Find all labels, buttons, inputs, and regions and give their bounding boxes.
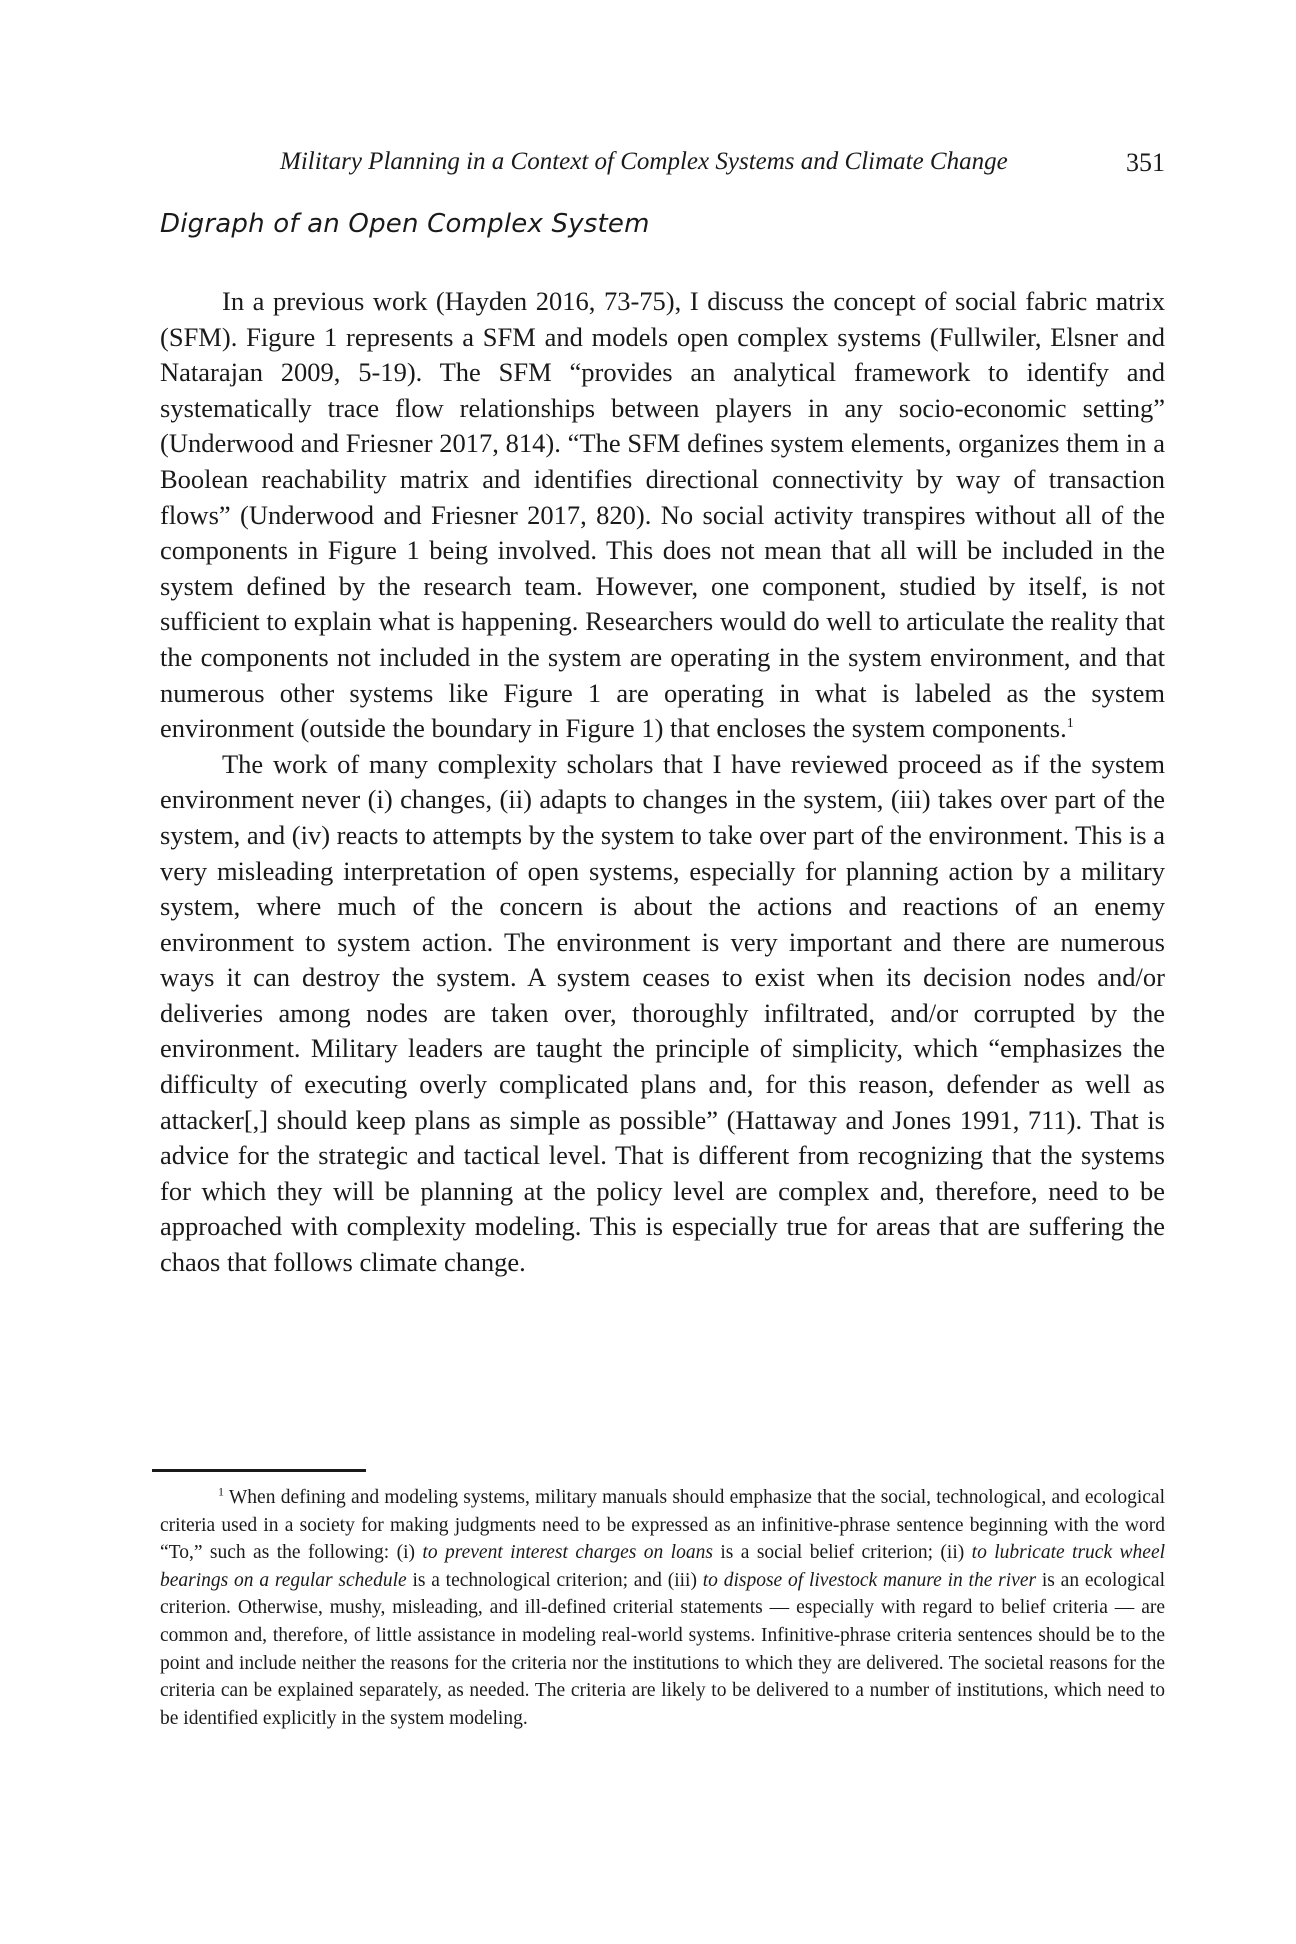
footnote-example-3: to dispose of livestock manure in the river bbox=[702, 1569, 1037, 1591]
page-number: 351 bbox=[1126, 148, 1165, 177]
section-heading: Digraph of an Open Complex System bbox=[160, 209, 650, 239]
footnote-example-2: to lubricate truck wheel bearings on a regular schedule bbox=[160, 1542, 1166, 1591]
footnote-text-3: is a technological criterion; and (iii) bbox=[406, 1569, 703, 1591]
running-header bbox=[160, 148, 1165, 188]
footnote-reference: 1 bbox=[1066, 716, 1074, 732]
footnote-separator bbox=[152, 1469, 366, 1472]
footnote-text-2: is a social belief criterion; (ii) bbox=[712, 1542, 972, 1564]
running-title: Military Planning in a Context of Complex Systems and Climate Change bbox=[280, 148, 1008, 175]
paragraph-2-text: The work of many complexity scholars that I have reviewed proceed as if the system environment never (i) changes, (ii) adapts to changes in the system, (iii) takes over part of the system, and (iv) reacts to attempts by the system to take over part of the environment. This is a very misleading interpretation of open systems, especially for planning action by a military system, where much of the concern is about the actions and reactions of an enemy environment to system action. The environment is very important and there are numerous ways it can destroy the system. A system ceases to exist when its decision nodes and/or deliveries among nodes are taken over, thoroughly infiltrated, and/or corrupted by the environment. Military leaders are taught the principle of simplicity, which “emphasizes the difficulty of executing overly complicated plans and, for this reason, defender as well as attacker[,] should keep plans as simple as possible” (Hattaway and Jones 1991, 711). That is advice for the strategic and tactical level. That is different from recognizing that the systems for which they will be planning at the policy level are complex and, therefore, need to be approached with complexity modeling. This is especially true for areas that are suffering the chaos that follows climate change. bbox=[160, 748, 1165, 1278]
paragraph-2 bbox=[160, 747, 1165, 1281]
footnote-example-1: to prevent interest charges on loans bbox=[422, 1542, 713, 1564]
footnote-marker: 1 bbox=[218, 1484, 224, 1499]
footnote-text-1: When defining and modeling systems, military manuals should emphasize that the social, technological, and ecological criteria used in a society for making judgments need to be expressed as an infinitive-phrase sentence beginning with the word “To,” such as the following: (i) bbox=[160, 1487, 1165, 1564]
paragraph-1 bbox=[160, 284, 1165, 747]
footnote-text-4: is an ecological criterion. Otherwise, mushy, misleading, and ill-defined criterial statements — especially with regard to belief criteria — are common and, therefore, of little assistance in modeling real-world systems. Infinitive-phrase criteria sentences should be to the point and include neither the reasons for the criteria nor the institutions to which they are delivered. The societal reasons for the criteria can be explained separately, as needed. The criteria are likely to be delivered to a number of institutions, which need to be identified explicitly in the system modeling. bbox=[160, 1569, 1165, 1729]
body-text bbox=[160, 284, 1165, 1281]
footnote bbox=[160, 1484, 1165, 1732]
paragraph-1-text: In a previous work (Hayden 2016, 73-75), I discuss the concept of social fabric matrix (SFM). Figure 1 represents a SFM and models open complex systems (Fullwiler, Elsner and Natarajan 2009, 5-19). The SFM “provides an analytical framework to identify and systematically trace flow relationships between players in any socio-economic setting” (Underwood and Friesner 2017, 814). “The SFM defines system elements, organizes them in a Boolean reachability matrix and identifies directional connectivity by way of transaction flows” (Underwood and Friesner 2017, 820). No social activity transpires without all of the components in Figure 1 being involved. This does not mean that all will be included in the system defined by the research team. However, one component, studied by itself, is not sufficient to explain what is happening. Researchers would do well to articulate the reality that the components not included in the system are operating in the system environment, and that numerous other systems like Figure 1 are operating in what is labeled as the system environment (outside the boundary in Figure 1) that encloses the system components. bbox=[160, 286, 1165, 744]
